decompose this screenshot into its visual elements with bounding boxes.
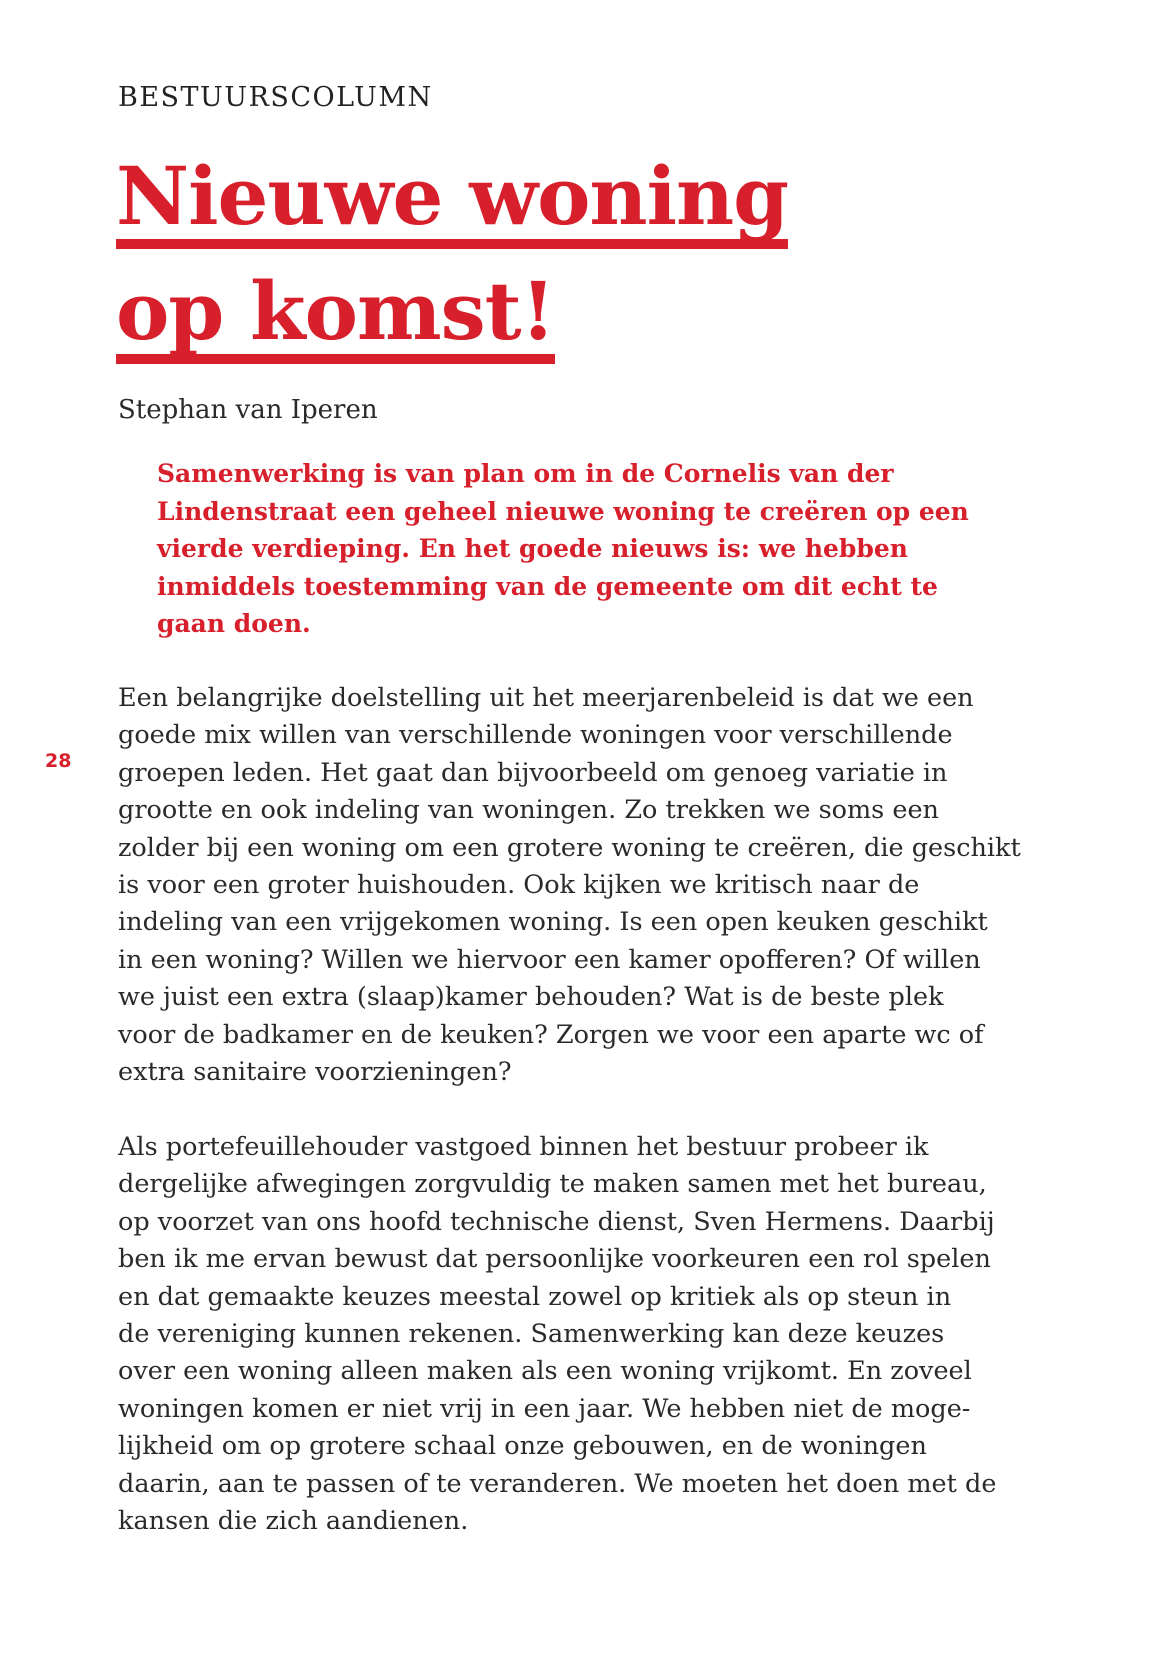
text-line: grootte en ook indeling van woningen. Zo trekken we soms een [118,795,939,826]
lead-paragraph [157,455,969,643]
lead-line: vierde verdieping. En het goede nieuws is: we hebben [157,534,908,563]
title-line-1: Nieuwe woning [116,153,788,249]
text-line: lijkheid om op grotere schaal onze gebouwen, en de woningen [118,1431,927,1462]
text-line: dergelijke afwegingen zorgvuldig te maken samen met het bureau, [118,1169,987,1200]
text-line: voor de badkamer en de keuken? Zorgen we voor een aparte wc of [118,1019,984,1050]
title-line-2: op komst! [116,268,555,364]
text-line: zolder bij een woning om een grotere woning te creëren, die geschikt [118,832,1021,863]
page-number: 28 [45,750,72,772]
text-line: over een woning alleen maken als een woning vrijkomt. En zoveel [118,1356,972,1387]
text-line: en dat gemaakte keuzes meestal zowel op kritiek als op steun in [118,1281,952,1312]
body-paragraph-2 [118,1129,998,1540]
text-line: kansen die zich aandienen. [118,1506,469,1537]
text-line: indeling van een vrijgekomen woning. Is een open keuken geschikt [118,907,988,938]
text-line: in een woning? Willen we hiervoor een kamer opofferen? Of willen [118,944,981,975]
lead-line: Lindenstraat een geheel nieuwe woning te creëren op een [157,496,969,526]
author-name: Stephan van Iperen [118,395,378,425]
text-line: goede mix willen van verschillende woningen voor verschillende [118,720,953,751]
text-line: is voor een groter huishouden. Ook kijken we kritisch naar de [118,870,920,901]
text-line: Een belangrijke doelstelling uit het meerjarenbeleid is dat we een [118,683,974,713]
text-line: ben ik me ervan bewust dat persoonlijke voorkeuren een rol spelen [118,1244,991,1275]
text-line: op voorzet van ons hoofd technische dienst, Sven Hermens. Daarbij [118,1206,995,1237]
text-line: we juist een extra (slaap)kamer behouden? Wat is de beste plek [118,982,944,1013]
text-line: Als portefeuillehouder vastgoed binnen het bestuur probeer ik [118,1132,929,1162]
lead-line: inmiddels toestemming van de gemeente om dit echt te [157,571,938,601]
text-line: groepen leden. Het gaat dan bijvoorbeeld om genoeg variatie in [118,757,948,788]
article-title [116,148,788,378]
section-label: BESTUURSCOLUMN [118,82,433,113]
text-line: extra sanitaire voorzieningen? [118,1057,512,1088]
text-line: daarin, aan te passen of te veranderen. We moeten het doen met de [118,1468,997,1499]
body-paragraph-1 [118,680,1021,1091]
lead-line: gaan doen. [157,609,311,638]
text-line: de vereniging kunnen rekenen. Samenwerking kan deze keuzes [118,1319,945,1350]
lead-line: Samenwerking is van plan om in de Cornelis van der [157,459,894,488]
text-line: woningen komen er niet vrij in een jaar. We hebben niet de moge- [118,1393,971,1424]
